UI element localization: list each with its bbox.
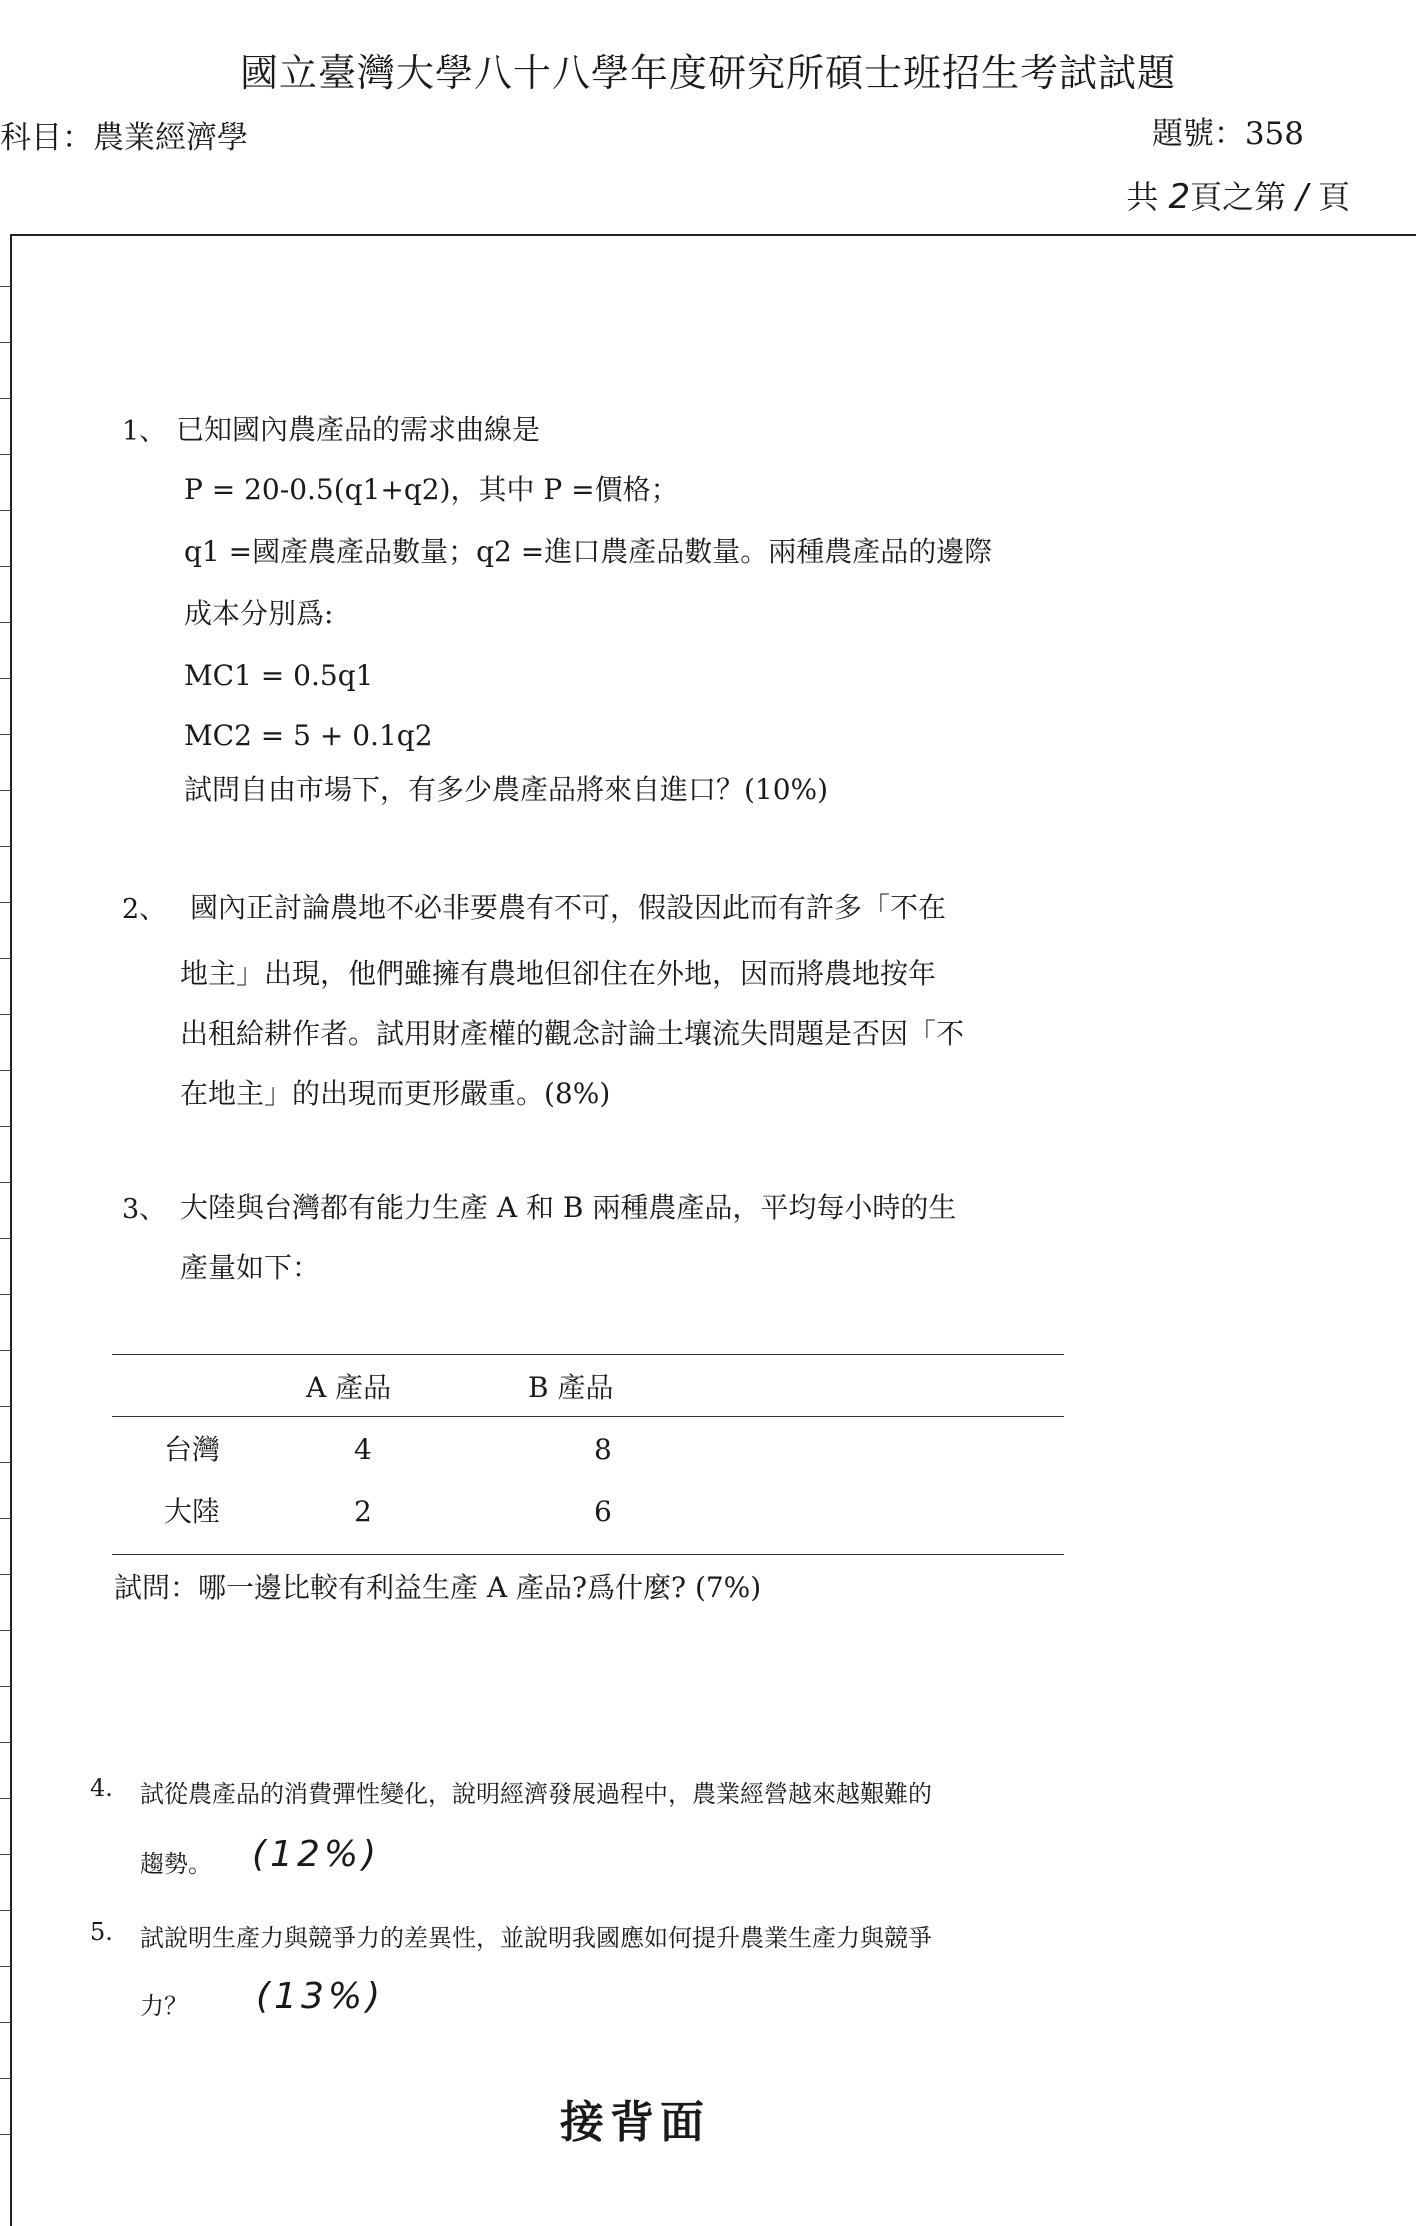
q1-line: 試問自由市場下，有多少農產品將來自進口？(10%) [184,773,829,806]
table-cell-b: 8 [594,1433,612,1466]
table-rule-header [112,1416,1064,1417]
continue-on-back: 接背面 [560,2097,710,2148]
table-row-label: 台灣 [164,1433,221,1466]
q2-line: 出租給耕作者。試用財產權的觀念討論土壤流失問題是否因「不 [180,1017,965,1050]
page-total: 2 [1168,177,1191,217]
page-prefix: 共 [1126,178,1159,216]
q4-score: (12%) [252,1834,381,1875]
q4-line: 趨勢。 [140,1850,212,1878]
q2-line: 在地主」的出現而更形嚴重。(8%) [180,1077,611,1110]
q5-line: 力？ [140,1992,188,2020]
table-header-b: B 產品 [528,1371,614,1404]
exam-title: 國立臺灣大學八十八學年度研究所碩士班招生考試試題 [239,51,1176,95]
q3-question: 試問：哪一邊比較有利益生產 A 產品?爲什麼? (7%) [114,1571,762,1604]
q1-line: MC2 = 5 + 0.1q2 [184,719,433,752]
q4-line: 試從農產品的消費彈性變化，說明經濟發展過程中，農業經營越來越艱難的 [140,1780,932,1808]
table-rule-bottom [112,1554,1064,1555]
q4-number: 4. [90,1774,113,1802]
q3-line: 大陸與台灣都有能力生產 A 和 B 兩種農產品，平均每小時的生 [180,1191,957,1224]
q1-line: P = 20-0.5(q1+q2)，其中 P =價格； [184,473,679,506]
page-info [1126,172,1350,218]
page-suffix: 頁 [1317,178,1350,216]
table-row-label: 大陸 [164,1495,221,1528]
q1-line: q1 =國產農產品數量；q2 =進口農產品數量。兩種農產品的邊際 [184,535,993,568]
q3-line: 產量如下： [180,1251,321,1284]
subject-label: 科目：農業經濟學 [0,120,248,156]
question-number: 題號：358 [1151,116,1304,152]
q2-line: 國內正討論農地不必非要農有不可，假設因此而有許多「不在 [190,891,947,924]
q1-number: 1、 [122,416,167,447]
q1-line: 成本分別爲: [184,597,334,630]
table-cell-b: 6 [594,1495,612,1528]
q5-line: 試說明生產力與競爭力的差異性，並說明我國應如何提升農業生產力與競爭 [140,1924,932,1952]
table-cell-a: 4 [354,1433,372,1466]
q1-line: 已知國內農產品的需求曲線是 [176,413,541,446]
q5-score: (13%) [256,1976,385,2017]
page-middle: 頁之第 [1190,178,1287,216]
page-current: / [1296,177,1308,217]
table-header-a: A 產品 [306,1371,392,1404]
q5-number: 5. [90,1918,113,1946]
q1-line: MC1 = 0.5q1 [184,659,374,692]
q2-number: 2、 [122,894,167,925]
table-rule-top [112,1354,1064,1355]
left-margin-ruler [0,234,12,2186]
q3-number: 3、 [122,1194,167,1225]
q2-line: 地主」出現，他們雖擁有農地但卻住在外地，因而將農地按年 [180,957,937,990]
table-cell-a: 2 [354,1495,372,1528]
